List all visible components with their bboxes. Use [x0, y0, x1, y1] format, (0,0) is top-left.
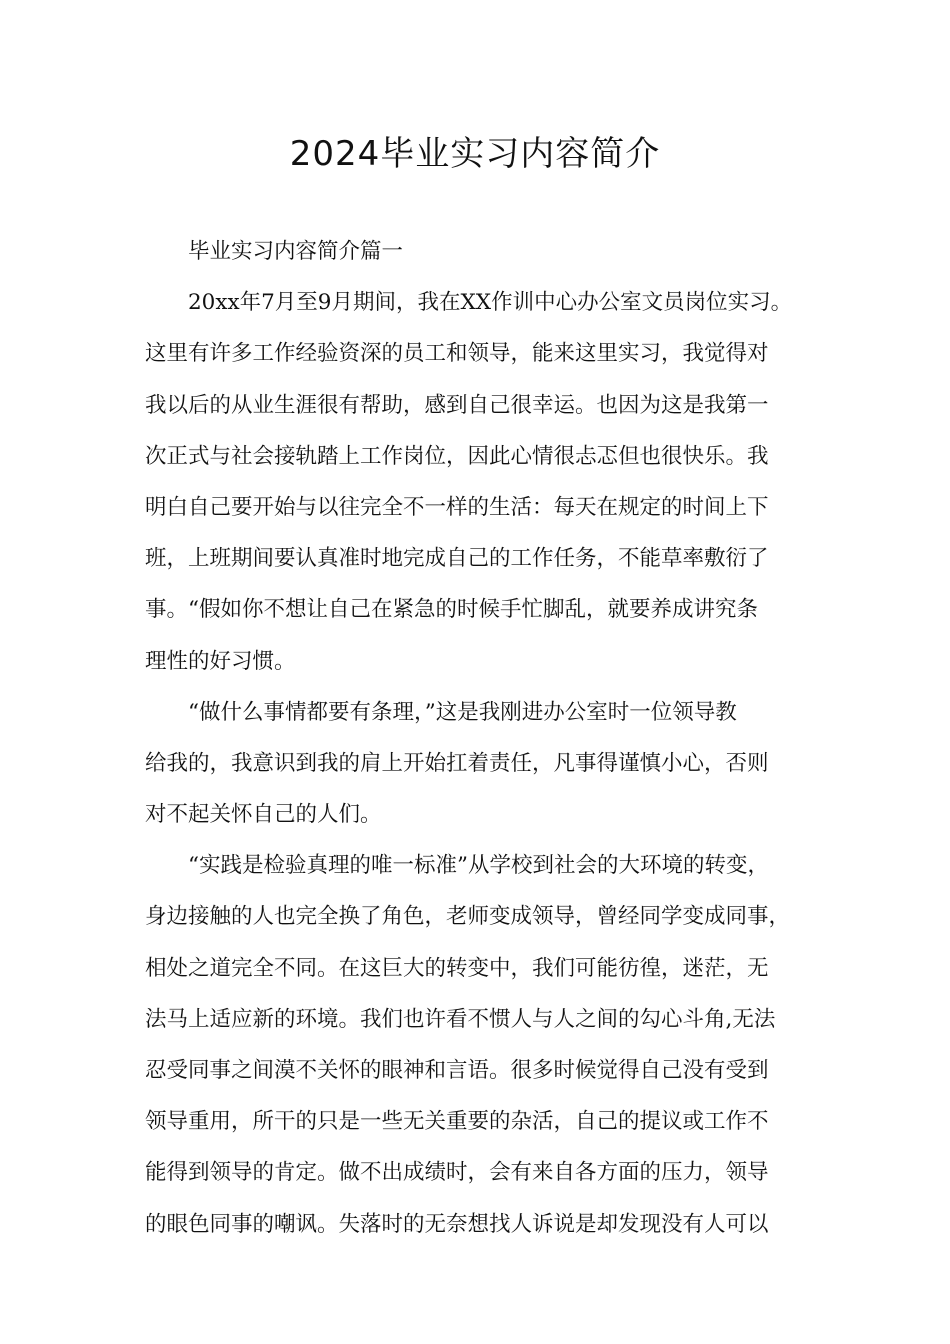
- text-line: 我以后的从业生涯很有帮助，感到自己很幸运。也因为这是我第一: [145, 392, 769, 418]
- text-line: 明白自己要开始与以往完全不一样的生活：每天在规定的时间上下: [145, 494, 769, 520]
- text-line: 的眼色同事的嘲讽。失落时的无奈想找人诉说是却发现没有人可以: [145, 1211, 769, 1237]
- text-line: 20xx年7月至9月期间，我在XX作训中心办公室文员岗位实习。: [188, 290, 793, 316]
- text-line: 法马上适应新的环境。我们也许看不惯人与人之间的勾心斗角,无法: [145, 1006, 776, 1032]
- text-line: 这里有许多工作经验资深的员工和领导，能来这里实习，我觉得对: [145, 341, 769, 367]
- document-body: [145, 230, 810, 1254]
- text-line: “实践是检验真理的唯一标准”从学校到社会的大环境的转变，: [188, 853, 769, 879]
- text-line: 给我的，我意识到我的肩上开始扛着责任，凡事得谨慎小心，否则: [145, 750, 769, 776]
- text-line: 相处之道完全不同。在这巨大的转变中，我们可能彷徨，迷茫，无: [145, 955, 769, 981]
- text-line: 身边接触的人也完全换了角色，老师变成领导，曾经同学变成同事，: [145, 904, 791, 930]
- text-line: “做什么事情都要有条理，”这是我刚进办公室时一位领导教: [188, 699, 737, 725]
- text-line: 事。“假如你不想让自己在紧急的时候手忙脚乱，就要养成讲究条: [145, 597, 758, 623]
- text-line: 能得到领导的肯定。做不出成绩时，会有来自各方面的压力，领导: [145, 1160, 769, 1186]
- text-line: 毕业实习内容简介篇一: [188, 239, 404, 264]
- document-title: 2024毕业实习内容简介: [289, 134, 661, 174]
- text-line: 忍受同事之间漠不关怀的眼神和言语。很多时候觉得自己没有受到: [145, 1058, 769, 1083]
- text-line: 对不起关怀自己的人们。: [145, 802, 382, 828]
- text-line: 领导重用，所干的只是一些无关重要的杂活，自己的提议或工作不: [145, 1109, 769, 1135]
- text-line: 班，上班期间要认真准时地完成自己的工作任务，不能草率敷衍了: [145, 546, 769, 572]
- text-line: 理性的好习惯。: [145, 648, 296, 674]
- text-line: 次正式与社会接轨踏上工作岗位，因此心情很忐忑但也很快乐。我: [145, 443, 769, 469]
